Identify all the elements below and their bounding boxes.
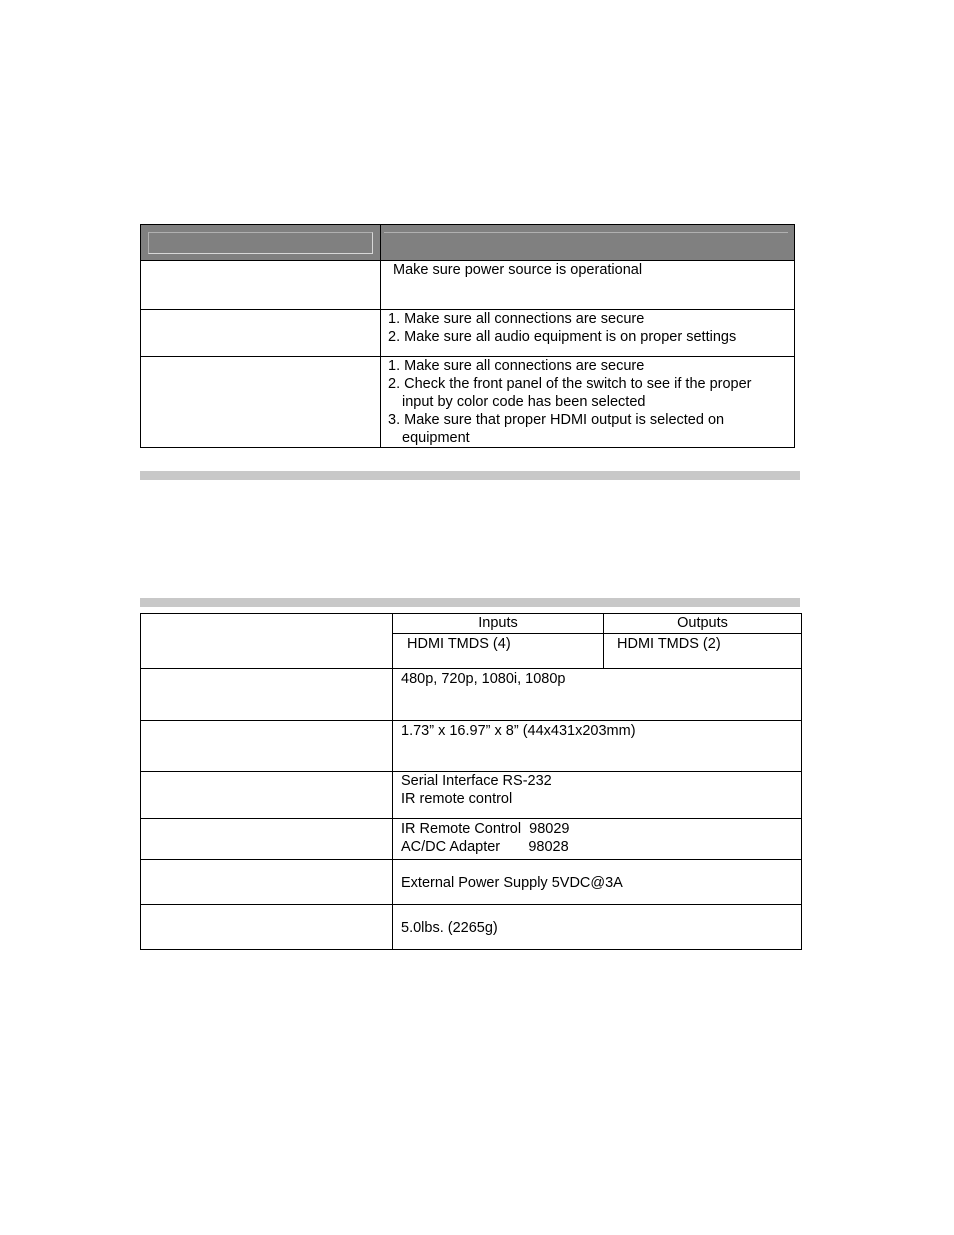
troubleshooting-row-3-solution-line-5: equipment (402, 430, 470, 446)
troubleshooting-header-cell-solution (384, 232, 788, 254)
spec-inputs-header: Inputs (478, 615, 518, 631)
spec-power-value: External Power Supply 5VDC@3A (401, 875, 623, 891)
spec-dimensions-value: 1.73” x 16.97” x 8” (44x431x203mm) (401, 723, 636, 739)
section-divider-bar (140, 471, 800, 480)
troubleshooting-row-3-solution-line-4: 3. Make sure that proper HDMI output is selected on (388, 412, 725, 428)
troubleshooting-row-3-solution-line-1: 1. Make sure all connections are secure (388, 358, 645, 374)
troubleshooting-row-3-solution-line-2: 2. Check the front panel of the switch to see if the proper (388, 376, 752, 392)
troubleshooting-row-3-solution-line-3: input by color code has been selected (402, 394, 646, 410)
specifications-section-bar (140, 598, 800, 607)
spec-control-value-line-1: Serial Interface RS-232 (401, 773, 552, 789)
spec-inputs-value: HDMI TMDS (4) (407, 636, 511, 652)
spec-accessories-value-line-1: IR Remote Control 98029 (401, 821, 570, 837)
spec-resolution-value: 480p, 720p, 1080i, 1080p (401, 671, 566, 687)
troubleshooting-row-2-solution-line-1: 1. Make sure all connections are secure (388, 311, 645, 327)
troubleshooting-header-cell-problem (148, 232, 373, 254)
troubleshooting-row-1-solution: Make sure power source is operational (393, 262, 643, 278)
spec-control-value-line-2: IR remote control (401, 791, 513, 807)
spec-outputs-value: HDMI TMDS (2) (617, 636, 721, 652)
spec-weight-value: 5.0lbs. (2265g) (401, 920, 498, 936)
spec-accessories-value-line-2: AC/DC Adapter 98028 (401, 839, 569, 855)
troubleshooting-row-2-solution-line-2: 2. Make sure all audio equipment is on proper settings (388, 329, 737, 345)
spec-outputs-header: Outputs (677, 615, 728, 631)
